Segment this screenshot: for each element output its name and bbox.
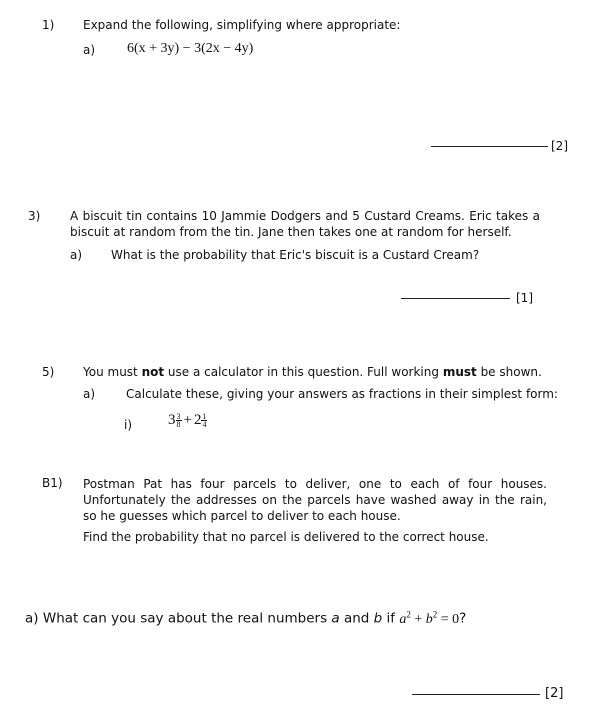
q3-part-a-label: a) (70, 248, 83, 262)
qa-label: a) (25, 610, 39, 627)
qa-marks: [2] (545, 686, 564, 701)
b1-text-2: Find the probability that no parcel is delivered to the correct house. (83, 530, 489, 544)
q1-text: Expand the following, simplifying where appropriate: (83, 18, 401, 32)
qa-answer-line[interactable] (412, 687, 540, 701)
q1-number: 1) (42, 18, 55, 32)
q5-part-i-label: i) (124, 418, 133, 432)
q3-marks: [1] (516, 291, 533, 305)
qa-question: a) What can you say about the real numbers a and b if $a^2 + b^2 = 0$? (25, 609, 467, 627)
q1-part-a-label: a) (83, 43, 96, 57)
q5-part-a-text: Calculate these, giving your answers as fractions in their simplest form: (126, 387, 558, 401)
q1-marks: [2] (551, 139, 568, 153)
b1-text: Postman Pat has four parcels to deliver, one to each of four houses. Unfortunately the addresses on the parcels have washed away in the rain, so he guesses which parcel to deliver to each house. (83, 477, 547, 523)
q5-number: 5) (42, 365, 55, 379)
qa-equation: $a^2 + b^2 = 0$ (399, 609, 460, 627)
q3-part-a-text: What is the probability that Eric's biscuit is a Custard Cream? (111, 248, 480, 262)
q1-expression: 6(x + 3y) − 3(2x − 4y) (127, 41, 254, 56)
q3-number: 3) (28, 209, 41, 223)
q5-text: You must not use a calculator in this question. Full working must be shown. (83, 365, 542, 379)
q3-text: A biscuit tin contains 10 Jammie Dodgers and 5 Custard Creams. Eric takes a biscuit at random from the tin. Jane then takes one at random for herself. (70, 209, 540, 239)
q5-mixed-fraction-sum: 3 $\frac{3}{8}$ + 2 $\frac{1}{4}$ (168, 412, 207, 430)
q1-answer-line[interactable] (431, 139, 548, 153)
q5-part-a-label: a) (83, 387, 96, 401)
q3-answer-line[interactable] (401, 291, 510, 305)
b1-number: B1) (42, 476, 63, 490)
